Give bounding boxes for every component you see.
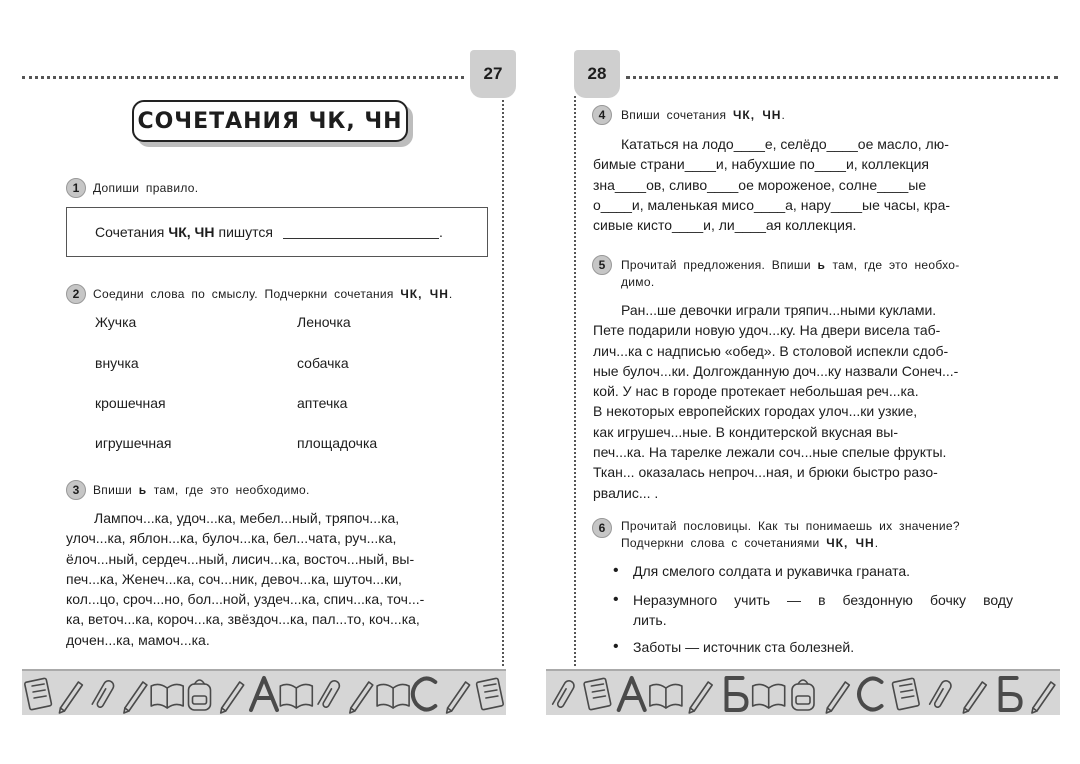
book-icon [753, 684, 785, 708]
pencil-icon [59, 682, 82, 713]
page-title: СОЧЕТАНИЯ ЧК, ЧН [132, 100, 408, 142]
paperclip-icon [92, 679, 115, 709]
band-icons-right [546, 671, 1060, 715]
word-left-1: Жучка [95, 314, 137, 330]
task4-exercise [593, 134, 1013, 235]
word-left-2: внучка [95, 355, 139, 371]
exercise-line: как игрушеч...ные. В кондитерской вкусная вы- [593, 423, 898, 440]
right-page [540, 0, 1080, 764]
exercise-line: кой. У нас в городе протекает небольшая реч...ка. [593, 383, 919, 400]
pencil-icon [350, 682, 373, 713]
rule-end: . [438, 224, 443, 240]
pencil-icon [689, 682, 712, 713]
exercise-line: ка, веточ...ка, короч...ка, звёздоч...ка, пал...то, коч...ка, [66, 611, 420, 628]
task3-instruction [93, 482, 310, 499]
decorative-band-right [546, 669, 1060, 715]
task6-instruction-line2: Подчеркни слова с сочетаниями [621, 536, 820, 550]
exercise-line: Ран...ше девочки играли тряпич...ными куклами. [621, 302, 937, 318]
word-left-3: крошечная [95, 395, 166, 411]
pencil-icon [124, 682, 147, 713]
paperclip-icon [318, 679, 341, 709]
task5-instruction-start: Прочитай предложения. Впиши [621, 258, 811, 272]
task6-instruction-line1: Прочитай пословицы. Как ты понимаешь их значение? [621, 519, 960, 533]
task3-instruction-end: там, где это необходимо. [153, 483, 310, 497]
task5-exercise [593, 300, 1013, 503]
task4-instruction-bold: ЧК, ЧН [732, 108, 782, 122]
page-number: 27 [483, 64, 503, 83]
task3-instruction-start: Впиши [93, 483, 133, 497]
paperclip-icon [553, 679, 576, 709]
page-number: 28 [587, 64, 607, 83]
proverb-2: • Неразумного учить — в бездонную бочку воду [633, 590, 1013, 610]
letter-b-icon [727, 678, 747, 710]
exercise-line: печ...ка, Женеч...ка, соч...ник, девоч...ка, шуточ...ки, [66, 570, 402, 587]
letter-a-icon [251, 678, 277, 710]
exercise-line: Кататься на лодо____е, селёдо____ое масло, лю- [621, 136, 949, 152]
task6-instruction-bold: ЧК, ЧН [826, 536, 875, 550]
pencil-icon [1032, 682, 1055, 713]
task-number-3: 3 [66, 480, 86, 500]
word-right-2: собачка [297, 355, 349, 371]
letter-b-icon [1001, 678, 1021, 710]
rule-bold: ЧК, ЧН [168, 224, 215, 240]
word-right-4: площадочка [297, 435, 378, 451]
exercise-line: ёлоч...ный, сердеч...ный, лисич...ка, восточ...ный, вы- [66, 550, 415, 567]
task5-instruction-bold: ь [817, 258, 826, 272]
task2-instruction-text: Соедини слова по смыслу. Подчеркни сочетания [93, 287, 394, 301]
pencil-icon [447, 682, 470, 713]
task2-instruction-end: . [448, 287, 453, 301]
exercise-line: Лампоч...ка, удоч...ка, мебел...ный, тряпоч...ка, [94, 510, 400, 526]
band-icons-left [22, 671, 506, 715]
book-icon [377, 684, 409, 708]
task3-instruction-bold: ь [138, 483, 148, 497]
letter-a-icon [619, 678, 645, 710]
task5-instruction [621, 257, 960, 291]
backpack-icon [792, 680, 814, 710]
word-right-1: Леночка [297, 314, 351, 330]
exercise-line: сивые кисто____и, ли____ая коллекция. [593, 217, 857, 234]
page-number-tab [470, 50, 516, 98]
task4-instruction-end: . [781, 108, 786, 122]
rule-box [66, 207, 488, 257]
task2-instruction [93, 286, 453, 303]
exercise-line: кол...цо, сроч...но, бол...ной, уздеч...ка, спич...ка, точ...- [66, 591, 425, 608]
exercise-line: ные булоч...ки. Долгожданную доч...ку назвали Сонеч...- [593, 362, 959, 379]
notebook-icon [584, 678, 611, 710]
page-number-tab [574, 50, 620, 98]
task6-instruction [621, 518, 960, 552]
word-left-4: игрушечная [95, 435, 172, 451]
proverb-1: • Для смелого солдата и рукавичка граната. [633, 561, 910, 581]
right-dotted-rule [502, 96, 504, 666]
top-dotted-rule [626, 76, 1058, 79]
exercise-line: зна____ов, сливо____ое мороженое, солне____ые [593, 176, 927, 193]
exercise-line: улоч...ка, яблон...ка, булоч...ка, бел...чата, руч...ка, [66, 530, 397, 547]
pencil-icon [963, 682, 986, 713]
exercise-line: печ...ка. На тарелке лежали соч...ные спелые фрукты. [593, 444, 947, 461]
task5-instruction-line2: димо. [621, 275, 655, 289]
notebook-icon [892, 678, 919, 710]
task-number-6: 6 [592, 518, 612, 538]
notebook-icon [476, 678, 503, 710]
top-dotted-rule [22, 76, 464, 79]
rule-suffix: пишутся [218, 224, 273, 240]
backpack-icon [189, 680, 211, 710]
task4-instruction-text: Впиши сочетания [621, 108, 727, 122]
notebook-icon [24, 678, 51, 710]
letter-c-icon [413, 678, 436, 709]
exercise-line: бимые страни____и, набухшие по____и, коллекция [593, 156, 929, 173]
book-icon [280, 684, 312, 708]
pencil-icon [221, 682, 244, 713]
proverb-3: • Заботы — источник ста болезней. [633, 637, 854, 657]
task4-instruction [621, 107, 785, 124]
task-number-2: 2 [66, 284, 86, 304]
exercise-line: о____и, маленькая мисо____а, нару____ые часы, кра- [593, 196, 951, 213]
task1-instruction: Допиши правило. [93, 181, 199, 195]
task-number-5: 5 [592, 255, 612, 275]
left-dotted-rule [574, 96, 576, 666]
task-number-4: 4 [592, 105, 612, 125]
exercise-line: В некоторых европейских городах улоч...ки узкие, [593, 403, 918, 420]
task2-instruction-bold: ЧК, ЧН [400, 287, 449, 301]
decorative-band-left [22, 669, 506, 715]
exercise-line: лич...ка с надписью «обед». В столовой испекли сдоб- [593, 342, 949, 359]
task5-instruction-end: там, где это необхо- [832, 258, 960, 272]
pencil-icon [826, 682, 849, 713]
exercise-line: Ткан... оказалась непроч...ная, и брюки быстро разо- [593, 464, 938, 481]
task3-exercise [66, 508, 488, 650]
exercise-line: дочен...ка, мамоч...ка. [66, 631, 210, 648]
task6-instruction-end: . [874, 536, 879, 550]
book-icon [151, 684, 183, 708]
exercise-line: Пете подарили новую удоч...ку. На двери висела таб- [593, 322, 941, 339]
task-number-1: 1 [66, 178, 86, 198]
letter-c-icon [859, 678, 882, 709]
word-right-3: аптечка [297, 395, 348, 411]
paperclip-icon [930, 679, 953, 709]
rule-blank-line[interactable] [283, 225, 439, 239]
proverb-2-continued: лить. [633, 612, 667, 628]
rule-prefix: Сочетания [95, 224, 165, 240]
exercise-line: рвалис... . [593, 484, 659, 501]
book-icon [650, 684, 682, 708]
